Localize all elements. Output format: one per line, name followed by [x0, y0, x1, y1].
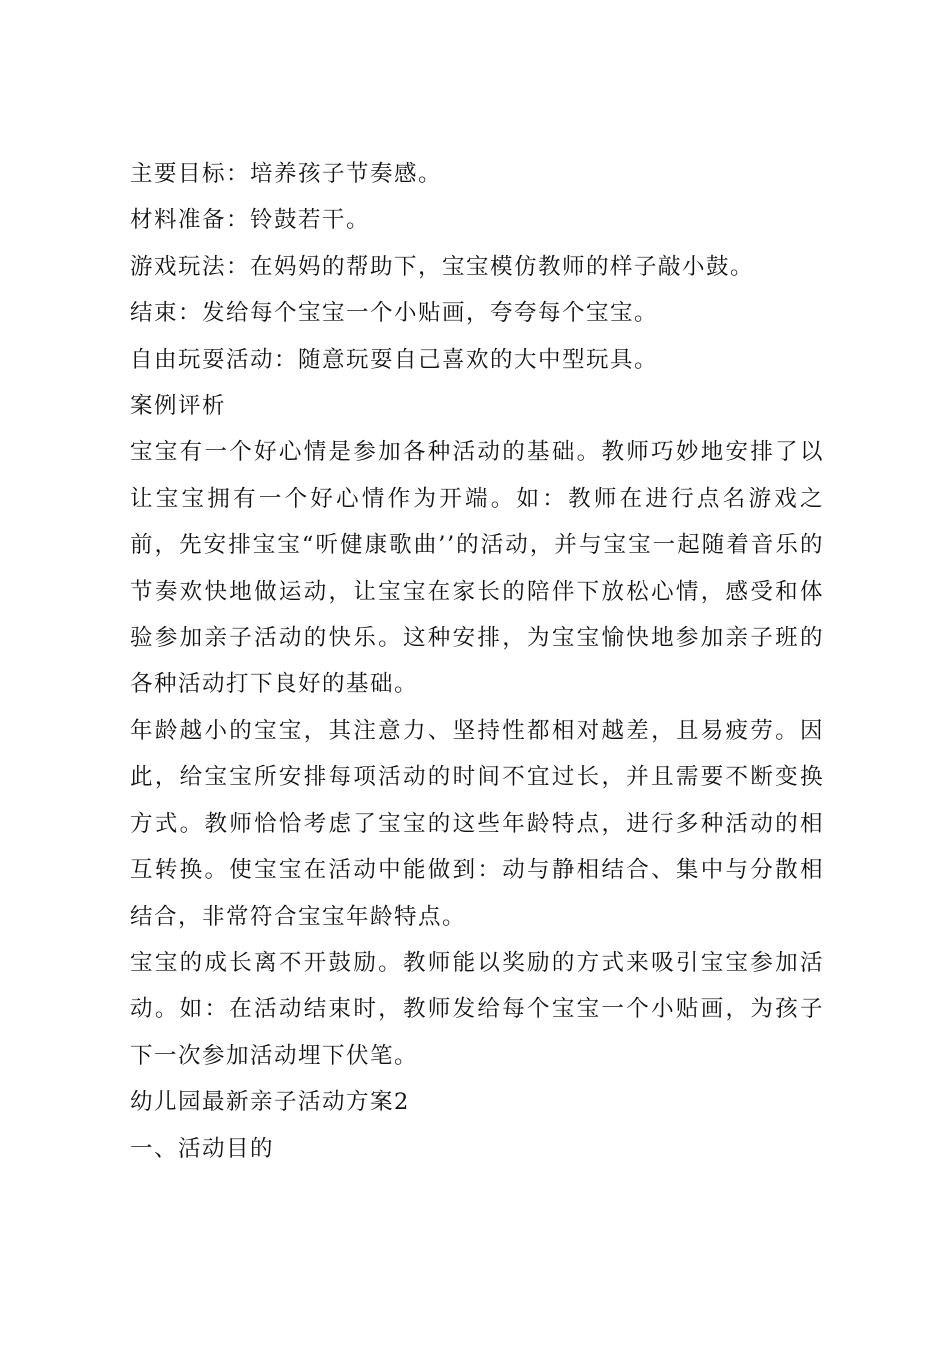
paragraph-analysis-mood: 宝宝有一个好心情是参加各种活动的基础。教师巧妙地安排了以让宝宝拥有一个好心情作为开端。如：教师在进行点名游戏之前，先安排宝宝“听健康歌曲’’的活动，并与宝宝一起随着音乐的节奏欢快地做运动，让宝宝在家长的陪伴下放松心情，感受和体验参加亲子活动的快乐。这种安排，为宝宝愉快地参加亲子班的各种活动打下良好的基础。	[130, 439, 824, 698]
paragraph-game-play: 游戏玩法：在妈妈的帮助下，宝宝模仿教师的样子敲小鼓。	[130, 253, 755, 280]
paragraph-analysis-encouragement: 宝宝的成长离不开鼓励。教师能以奖励的方式来吸引宝宝参加活动。如：在活动结束时，教师发给每个宝宝一个小贴画，为孩子下一次参加活动埋下伏笔。	[130, 949, 824, 1069]
section-heading-case-analysis: 案例评析	[130, 393, 227, 420]
section-heading-plan-2: 幼儿园最新亲子活动方案2	[130, 1089, 410, 1116]
paragraph-analysis-age: 年龄越小的宝宝，其注意力、坚持性都相对越差，且易疲劳。因此，给宝宝所安排每项活动的时间不宜过长，并且需要不断变换方式。教师恰恰考虑了宝宝的这些年龄特点，进行多种活动的相互转换。使宝宝在活动中能做到：动与静相结合、集中与分散相结合，非常符合宝宝年龄特点。	[130, 717, 824, 930]
paragraph-main-goal: 主要目标：培养孩子节奏感。	[130, 161, 443, 187]
paragraph-free-play: 自由玩耍活动：随意玩耍自己喜欢的大中型玩具。	[130, 346, 659, 373]
subheading-activity-purpose: 一、活动目的	[130, 1135, 275, 1162]
paragraph-materials: 材料准备：铃鼓若干。	[130, 207, 371, 234]
paragraph-ending: 结束：发给每个宝宝一个小贴画，夸夸每个宝宝。	[130, 300, 659, 327]
document-body	[130, 151, 824, 1172]
